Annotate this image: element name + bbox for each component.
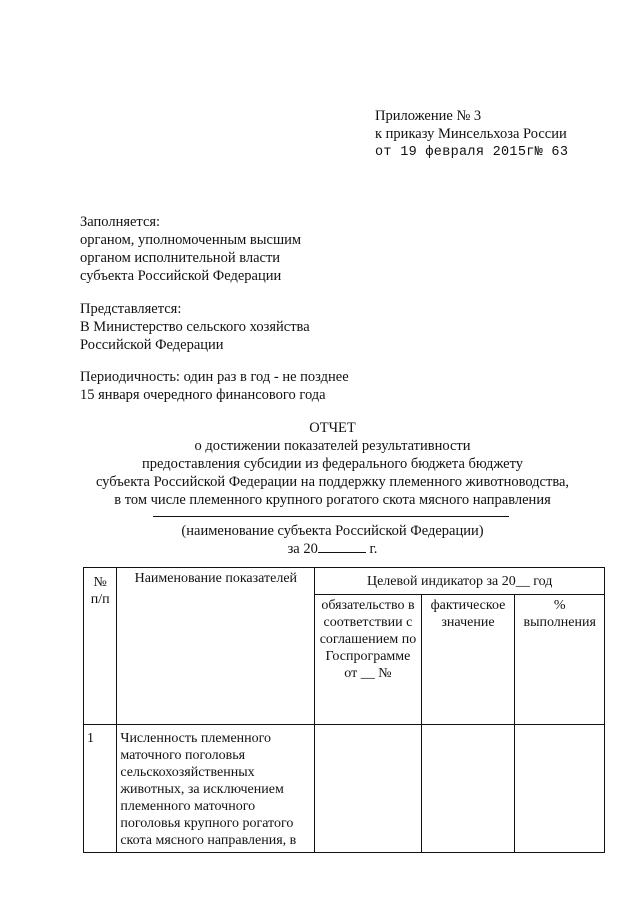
report-line: в том числе племенного крупного рогатого скота мясного направления bbox=[114, 492, 551, 508]
subject-name-blank bbox=[153, 516, 509, 517]
submitted-line: Российской Федерации bbox=[80, 337, 224, 353]
table-header-row bbox=[84, 568, 605, 595]
submitted-heading: Представляется: bbox=[80, 301, 182, 317]
row-name: Численность племенного маточного поголовья сельскохозяйственных животных, за исключением племенного маточного поголовья крупного рогатого скота мясного направления, в bbox=[117, 725, 315, 853]
report-line: предоставления субсидии из федерального бюджета бюджету bbox=[141, 456, 524, 472]
year-blank bbox=[318, 552, 366, 553]
periodicity-line: 15 января очередного финансового года bbox=[80, 387, 326, 403]
subject-caption: (наименование субъекта Российской Федерации) bbox=[181, 523, 484, 539]
sub-obligation-header: обязательство в соответствии с соглашением по Госпрограмме от __ № bbox=[315, 595, 421, 725]
row-obligation[interactable] bbox=[315, 725, 421, 853]
report-year bbox=[60, 540, 605, 559]
filled-by-line: субъекта Российской Федерации bbox=[80, 268, 282, 284]
appendix-date: от 19 февраля 2015г№ 63 bbox=[375, 145, 569, 160]
filled-by-line: органом, уполномоченным высшим bbox=[80, 232, 302, 248]
sub-actual-header: фактическое значение bbox=[421, 595, 515, 725]
row-num: 1 bbox=[84, 725, 117, 853]
appendix-number: Приложение № 3 bbox=[375, 108, 482, 124]
report-table bbox=[83, 567, 605, 853]
appendix-order: к приказу Минсельхоза России bbox=[375, 126, 567, 142]
report-line: о достижении показателей результативности bbox=[194, 438, 471, 454]
year-prefix: за 20 bbox=[287, 541, 318, 557]
sub-percent-header: % выполнения bbox=[515, 595, 605, 725]
submitted-line: В Министерство сельского хозяйства bbox=[80, 319, 310, 335]
year-suffix: г. bbox=[369, 541, 378, 557]
filled-by-line: органом исполнительной власти bbox=[80, 250, 281, 266]
col-target-header: Целевой индикатор за 20__ год bbox=[315, 568, 605, 595]
periodicity-line: Периодичность: один раз в год - не позднее bbox=[80, 369, 349, 385]
report-title: ОТЧЕТ bbox=[309, 420, 356, 436]
report-line: субъекта Российской Федерации на поддержку племенного животноводства, bbox=[95, 474, 570, 490]
filled-by-heading: Заполняется: bbox=[80, 214, 161, 230]
table-row bbox=[84, 725, 605, 853]
row-actual[interactable] bbox=[421, 725, 515, 853]
col-num-header: № п/п bbox=[84, 568, 117, 725]
row-percent[interactable] bbox=[515, 725, 605, 853]
col-name-header: Наименование показателей bbox=[117, 568, 315, 725]
